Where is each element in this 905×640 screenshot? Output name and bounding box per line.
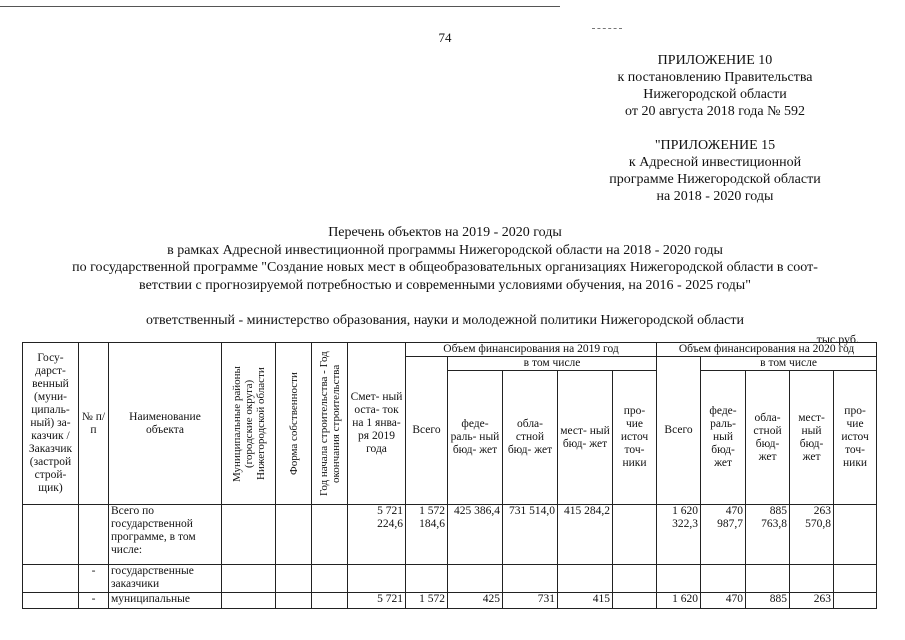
cell-name: Всего по государственной программе, в том числе: bbox=[109, 505, 222, 565]
cell-customer bbox=[23, 593, 79, 609]
appendix-line: от 20 августа 2018 года № 592 bbox=[625, 104, 805, 119]
cell-ownership bbox=[276, 565, 312, 593]
cell-district bbox=[222, 565, 276, 593]
header-federal-2019: феде- раль- ный бюд- жет bbox=[448, 371, 503, 505]
cell-total-2019: 1 572 bbox=[406, 593, 448, 609]
table-row bbox=[23, 593, 877, 609]
cell-local-2020: 263 570,8 bbox=[790, 505, 834, 565]
cell-local-2020 bbox=[790, 565, 834, 593]
cell-balance: 5 721 bbox=[348, 593, 406, 609]
cell-other-2019 bbox=[613, 505, 657, 565]
cell-customer bbox=[23, 565, 79, 593]
cell-regional-2019 bbox=[503, 565, 558, 593]
cell-total-2020: 1 620 bbox=[657, 593, 701, 609]
cell-years bbox=[312, 505, 348, 565]
header-name: Наименование объекта bbox=[109, 343, 222, 505]
document-heading bbox=[20, 224, 870, 294]
cell-customer bbox=[23, 505, 79, 565]
appendix2-line: на 2018 - 2020 годы bbox=[656, 189, 774, 204]
header-total-2020: Всего bbox=[657, 357, 701, 505]
cell-local-2020: 263 bbox=[790, 593, 834, 609]
cell-years bbox=[312, 565, 348, 593]
header-local-2020: мест- ный бюд- жет bbox=[790, 371, 834, 505]
cell-dash: - bbox=[79, 565, 109, 593]
cell-dash bbox=[79, 505, 109, 565]
header-fin2020: Объем финансирования на 2020 год bbox=[657, 343, 877, 357]
cell-other-2019 bbox=[613, 565, 657, 593]
table-row bbox=[23, 505, 877, 565]
cell-regional-2019: 731 bbox=[503, 593, 558, 609]
unit-label: тыс.руб. bbox=[816, 332, 859, 346]
cell-local-2019: 415 284,2 bbox=[558, 505, 613, 565]
header-districts: Муниципальные районы (городские округа) Нижегородской области bbox=[230, 365, 267, 482]
appendix2-title: "ПРИЛОЖЕНИЕ 15 bbox=[654, 138, 776, 153]
cell-balance: 5 721 224,6 bbox=[348, 505, 406, 565]
cell-federal-2019: 425 386,4 bbox=[448, 505, 503, 565]
header-ownership: Форма собственности bbox=[287, 372, 300, 475]
cell-other-2020 bbox=[834, 565, 877, 593]
appendix2-line: программе Нижегородской области bbox=[609, 172, 821, 187]
header-other-2019: про- чие источ точ- ники bbox=[613, 371, 657, 505]
cell-total-2019 bbox=[406, 565, 448, 593]
header-regional-2020: обла- стной бюд- жет bbox=[746, 371, 790, 505]
cell-other-2020 bbox=[834, 505, 877, 565]
heading-line: в рамках Адресной инвестиционной программы Нижегородской области на 2018 - 2020 годы bbox=[167, 242, 723, 258]
appendix-line: Нижегородской области bbox=[643, 87, 787, 102]
appendix2-block bbox=[560, 137, 870, 205]
top-rule-left bbox=[0, 6, 560, 7]
cell-other-2019 bbox=[613, 593, 657, 609]
cell-regional-2020 bbox=[746, 565, 790, 593]
cell-total-2019: 1 572 184,6 bbox=[406, 505, 448, 565]
header-customer: Госу- дарст- венный (муни- ципаль- ный) за- казчик / Заказчик (застрой строй- щик) bbox=[23, 343, 79, 505]
appendix-block bbox=[560, 52, 870, 120]
cell-regional-2020: 885 bbox=[746, 593, 790, 609]
header-ownership-cell bbox=[276, 343, 312, 505]
cell-total-2020: 1 620 322,3 bbox=[657, 505, 701, 565]
cell-district bbox=[222, 593, 276, 609]
header-incl-2020: в том числе bbox=[701, 357, 877, 371]
cell-balance bbox=[348, 565, 406, 593]
header-regional-2019: обла- стной бюд- жет bbox=[503, 371, 558, 505]
appendix-title: ПРИЛОЖЕНИЕ 10 bbox=[657, 53, 773, 68]
table-row bbox=[23, 565, 877, 593]
heading-line: Перечень объектов на 2019 - 2020 годы bbox=[328, 225, 562, 240]
header-total-2019: Всего bbox=[406, 357, 448, 505]
cell-name: муниципальные bbox=[109, 593, 222, 609]
header-balance: Смет- ный оста- ток на 1 янва- ря 2019 года bbox=[348, 343, 406, 505]
heading-line: по государственной программе "Создание новых мест в общеобразовательных организациях Нижегородской области в соот- bbox=[72, 260, 818, 275]
cell-ownership bbox=[276, 593, 312, 609]
header-years-cell bbox=[312, 343, 348, 505]
cell-federal-2019: 425 bbox=[448, 593, 503, 609]
cell-dash: - bbox=[79, 593, 109, 609]
header-districts-cell bbox=[222, 343, 276, 505]
cell-years bbox=[312, 593, 348, 609]
cell-other-2020 bbox=[834, 593, 877, 609]
responsible-line: ответственный - министерство образования, науки и молодежной политики Нижегородской области bbox=[146, 313, 744, 328]
cell-local-2019 bbox=[558, 565, 613, 593]
cell-name: государственные заказчики bbox=[109, 565, 222, 593]
appendix2-line: к Адресной инвестиционной bbox=[628, 155, 802, 170]
appendix-line: к постановлению Правительства bbox=[617, 70, 813, 85]
cell-district bbox=[222, 505, 276, 565]
header-federal-2020: феде- раль- ный бюд- жет bbox=[701, 371, 746, 505]
heading-line: ветствии с прогнозируемой потребностью и современными условиями обучения, на 2016 - 2025 годы" bbox=[139, 277, 751, 293]
cell-regional-2019: 731 514,0 bbox=[503, 505, 558, 565]
cell-local-2019: 415 bbox=[558, 593, 613, 609]
cell-federal-2020: 470 987,7 bbox=[701, 505, 746, 565]
header-fin2019: Объем финансирования на 2019 год bbox=[406, 343, 657, 357]
cell-regional-2020: 885 763,8 bbox=[746, 505, 790, 565]
financing-table bbox=[22, 342, 877, 609]
top-rule-right bbox=[592, 28, 622, 29]
header-other-2020: про- чие источ точ- ники bbox=[834, 371, 877, 505]
header-num: № п/п bbox=[79, 343, 109, 505]
header-incl-2019: в том числе bbox=[448, 357, 657, 371]
cell-federal-2020: 470 bbox=[701, 593, 746, 609]
cell-ownership bbox=[276, 505, 312, 565]
header-years: Год начала строительства - Год окончания строительства bbox=[317, 351, 342, 496]
cell-federal-2019 bbox=[448, 565, 503, 593]
header-local-2019: мест- ный бюд- жет bbox=[558, 371, 613, 505]
page-number: 74 bbox=[438, 30, 452, 45]
cell-federal-2020 bbox=[701, 565, 746, 593]
cell-total-2020 bbox=[657, 565, 701, 593]
